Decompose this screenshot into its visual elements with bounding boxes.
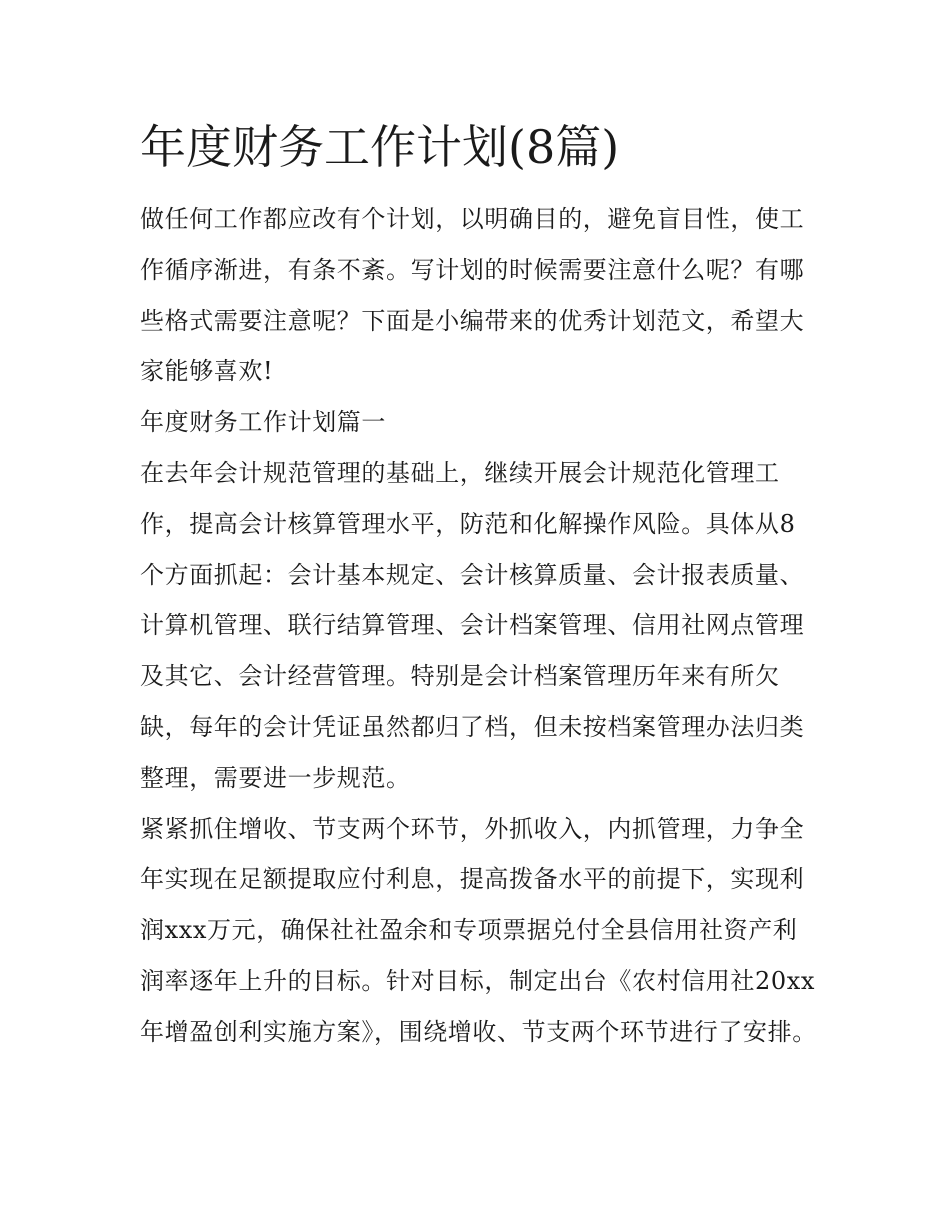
intro-paragraph: 做任何工作都应改有个计划，以明确目的，避免盲目性，使工作循序渐进，有条不紊。写计划的时候需要注意什么呢？有哪些格式需要注意呢？下面是小编带来的优秀计划范文，希望大家能够喜欢! — [140, 205, 805, 386]
section-heading: 年度财务工作计划篇一 — [140, 408, 386, 437]
document-body — [140, 112, 820, 1058]
body-paragraph-2: 紧紧抓住增收、节支两个环节，外抓收入，内抓管理，力争全年实现在足额提取应付利息，提高拨备水平的前提下，实现利润xxx万元，确保社社盈余和专项票据兑付全县信用社资产利润率逐年上升的目标。针对目标，制定出台《农村信用社20xx年增盈创利实施方案》，围绕增收、节支两个环节进行了安排。 — [140, 814, 817, 1046]
document-title: 年度财务工作计划(8篇) — [140, 120, 620, 174]
body-paragraph-1: 在去年会计规范管理的基础上，继续开展会计规范化管理工作，提高会计核算管理水平，防范和化解操作风险。具体从8个方面抓起：会计基本规定、会计核算质量、会计报表质量、计算机管理、联行结算管理、会计档案管理、信用社网点管理及其它、会计经营管理。特别是会计档案管理历年来有所欠缺，每年的会计凭证虽然都归了档，但未按档案管理办法归类整理，需要进一步规范。 — [140, 458, 805, 792]
